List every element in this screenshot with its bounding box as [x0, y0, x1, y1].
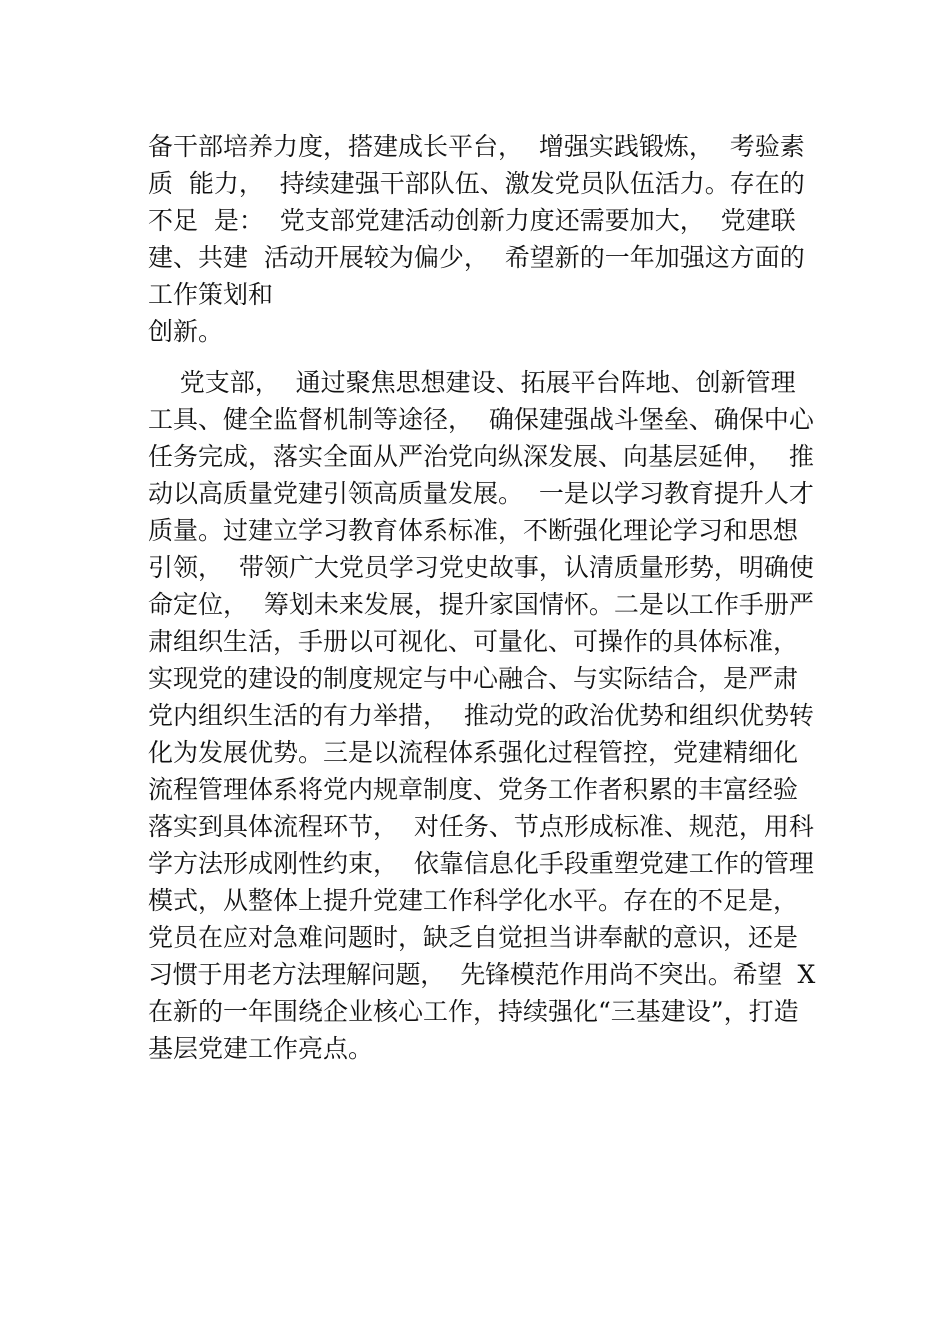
text-line: 模式，从整体上提升党建工作科学化水平。存在的不足是，	[148, 886, 799, 915]
text-line: 落实到具体流程环节， 对任务、节点形成标准、规范，用科	[148, 812, 814, 841]
text-line: 基层党建工作亮点。	[148, 1034, 374, 1063]
text-line: 动以高质量党建引领高质量发展。 一是以学习教育提升人才	[148, 479, 814, 508]
text-line: 任务完成，落实全面从严治党向纵深发展、向基层延伸， 推	[148, 442, 814, 471]
paragraph-1	[148, 128, 816, 350]
text-line: 习惯于用老方法理解问题， 先锋模范作用尚不突出。希望 X	[148, 960, 816, 989]
text-line: 党员在应对急难问题时，缺乏自觉担当讲奉献的意识，还是	[148, 923, 799, 952]
text-line: 党内组织生活的有力举措， 推动党的政治优势和组织优势转	[148, 701, 814, 730]
text-line: 工作策划和	[148, 280, 274, 309]
text-line: 命定位， 筹划未来发展，提升家国情怀。二是以工作手册严	[148, 590, 814, 619]
text-line: 党支部， 通过聚焦思想建设、拓展平台阵地、创新管理	[148, 368, 796, 397]
paragraph-2	[148, 364, 816, 1067]
text-line: 建、共建 活动开展较为偏少， 希望新的一年加强这方面的	[148, 243, 805, 272]
text-line: 在新的一年围绕企业核心工作，持续强化“三基建设”，打造	[148, 997, 799, 1026]
text-line: 工具、健全监督机制等途径， 确保建强战斗堡垒、确保中心	[148, 405, 814, 434]
text-line: 化为发展优势。三是以流程体系强化过程管控，党建精细化	[148, 738, 799, 767]
text-line: 流程管理体系将党内规章制度、党务工作者积累的丰富经验	[148, 775, 799, 804]
text-line: 质量。过建立学习教育体系标准，不断强化理论学习和思想	[148, 516, 799, 545]
text-line: 质 能力， 持续建强干部队伍、激发党员队伍活力。存在的	[148, 169, 805, 198]
text-line: 引领， 带领广大党员学习党史故事，认清质量形势，明确使	[148, 553, 814, 582]
text-line: 实现党的建设的制度规定与中心融合、与实际结合，是严肃	[148, 664, 799, 693]
text-line: 学方法形成刚性约束， 依靠信息化手段重塑党建工作的管理	[148, 849, 814, 878]
text-line: 肃组织生活，手册以可视化、可量化、可操作的具体标准，	[148, 627, 799, 656]
text-line: 备干部培养力度，搭建成长平台， 增强实践锻炼， 考验素	[148, 132, 805, 161]
text-line: 不足 是： 党支部党建活动创新力度还需要加大， 党建联	[148, 206, 796, 235]
text-line: 创新。	[148, 317, 224, 346]
